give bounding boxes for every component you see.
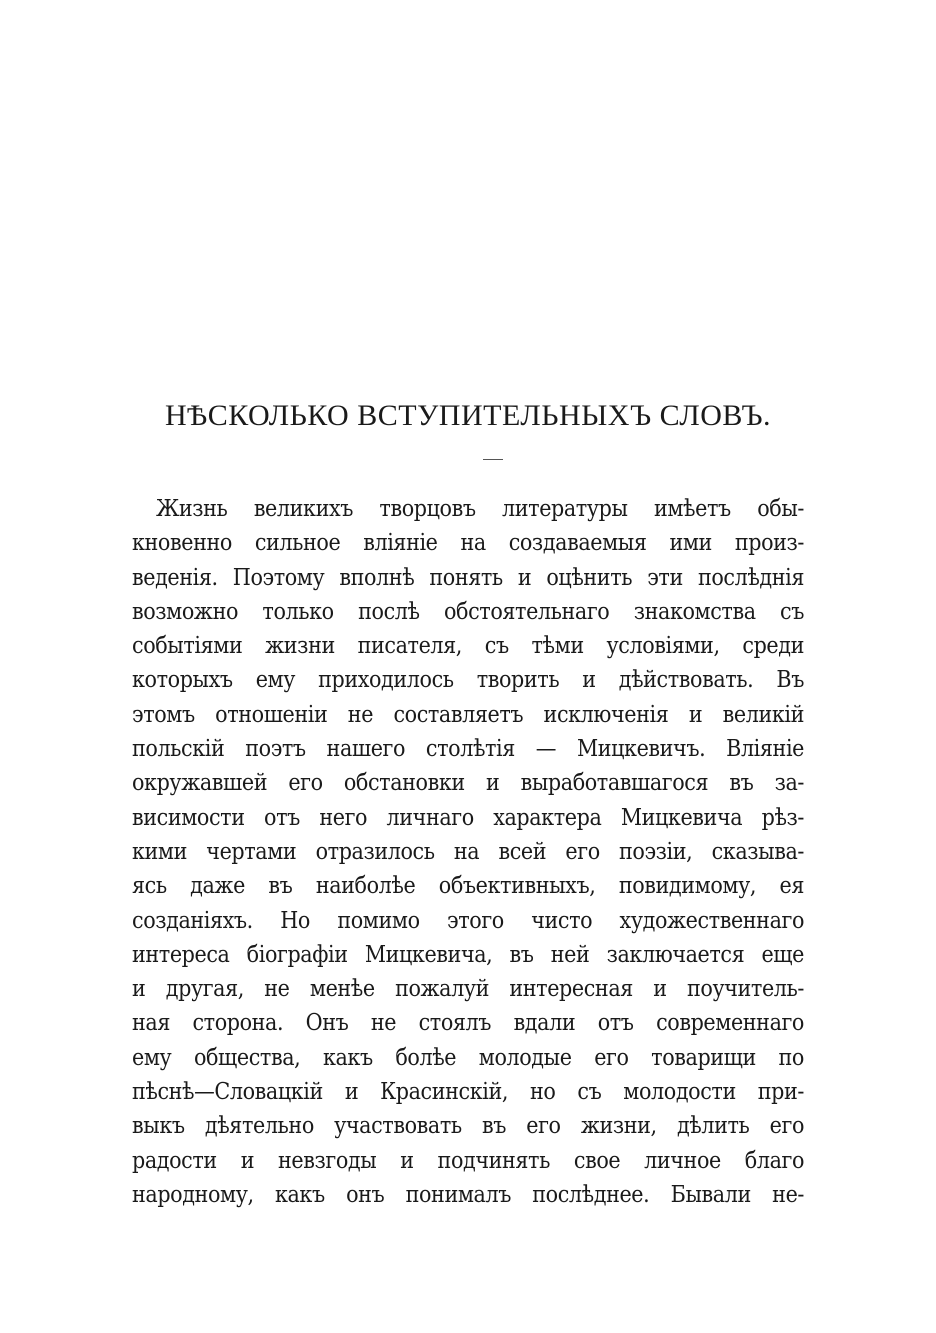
text-line: этомъ отношеніи не составляетъ исключенія и великій [132,701,804,728]
text-line: и другая, не менѣе пожалуй интересная и поучитель- [132,976,804,1003]
text-line: народному, какъ онъ понималъ послѣднее. Бывали не- [132,1181,804,1208]
text-line: радости и невзгоды и подчинять свое личное благо [132,1147,804,1174]
text-line: интереса біографіи Мицкевича, въ ней заключается еще [132,941,804,968]
text-line: кими чертами отразилось на всей его поэзіи, сказыва- [132,838,804,865]
text-line: веденія. Поэтому вполнѣ понять и оцѣнить эти послѣднія [132,564,804,591]
text-line: пѣснѣ—Словацкій и Красинскій, но съ молодости при- [132,1079,804,1106]
text-line: Жизнь великихъ творцовъ литературы имѣетъ обы- [156,496,804,522]
text-line: созданіяхъ. Но помимо этого чисто художественнаго [132,907,804,934]
text-line: событіями жизни писателя, съ тѣми условіями, среди [132,633,804,660]
text-line: ему общества, какъ болѣе молодые его товарищи по [132,1044,804,1071]
text-line: висимости отъ него личнаго характера Мицкевича рѣз- [132,804,804,831]
text-line: возможно только послѣ обстоятельнаго знакомства съ [132,598,804,625]
text-line: ясь даже въ наиболѣе объективныхъ, повидимому, ея [132,873,804,900]
text-line: кновенно сильное вліяніе на создаваемыя ими произ- [132,530,804,557]
text-line: польскій поэтъ нашего столѣтія — Мицкевичъ. Вліяніе [132,736,804,763]
chapter-heading: НѢСКОЛЬКО ВСТУПИТЕЛЬНЫХЪ СЛОВЪ. [164,399,772,432]
text-line: окружавшей его обстановки и выработавшагося въ за- [132,770,804,797]
text-line: которыхъ ему приходилось творить и дѣйствовать. Въ [132,667,804,694]
text-line: ная сторона. Онъ не стоялъ вдали отъ современнаго [132,1010,804,1037]
body-paragraph [132,492,804,1212]
heading-divider [483,459,503,460]
text-line: выкъ дѣятельно участвовать въ его жизни, дѣлить его [132,1113,804,1140]
